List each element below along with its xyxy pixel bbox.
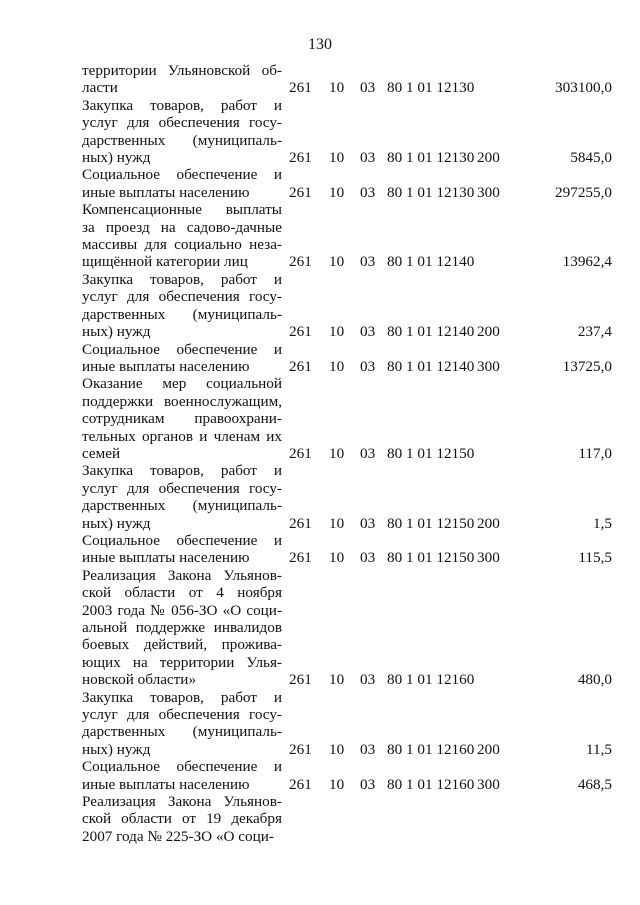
subsection-code: 03: [360, 357, 376, 375]
section-code: 10: [329, 79, 345, 97]
description-line: услуг для обеспечения госу-: [82, 479, 282, 497]
row-amount: 13962,4: [562, 253, 612, 271]
description-line: Компенсационные выплаты: [82, 201, 282, 219]
description-line: ных) нужд: [82, 514, 151, 532]
subsection-code: 03: [360, 775, 376, 793]
row-amount: 480,0: [577, 671, 612, 689]
admin-code: 261: [289, 79, 312, 97]
section-code: 10: [329, 444, 345, 462]
table-row: [82, 201, 622, 271]
article-code: 80 1 01 12150: [387, 549, 475, 567]
subsection-code: 03: [360, 253, 376, 271]
expense-type-code: 300: [477, 183, 500, 201]
article-code: 80 1 01 12130: [387, 79, 475, 97]
description-line: массивы для социально неза-: [82, 236, 282, 254]
description-line: иные выплаты населению: [82, 183, 250, 201]
row-amount: 303100,0: [555, 79, 612, 97]
section-code: 10: [329, 149, 345, 167]
description-line: 2007 года № 225-ЗО «О соци-: [82, 827, 274, 845]
admin-code: 261: [289, 253, 312, 271]
row-amount: 5845,0: [570, 149, 612, 167]
admin-code: 261: [289, 671, 312, 689]
description-line: поддержки военнослужащим,: [82, 392, 282, 410]
description-line: Закупка товаров, работ и: [82, 270, 282, 288]
section-code: 10: [329, 323, 345, 341]
expense-type-code: 300: [477, 549, 500, 567]
row-amount: 117,0: [578, 444, 612, 462]
subsection-code: 03: [360, 183, 376, 201]
table-row: [82, 341, 622, 376]
description-line: новской области»: [82, 671, 197, 689]
section-code: 10: [329, 740, 345, 758]
table-row: [82, 689, 622, 759]
admin-code: 261: [289, 444, 312, 462]
row-amount: 468,5: [577, 775, 612, 793]
description-line: тельных органов и членам их: [82, 427, 282, 445]
article-code: 80 1 01 12140: [387, 323, 475, 341]
row-description: [82, 341, 282, 376]
row-amount: 237,4: [577, 323, 612, 341]
description-line: ных) нужд: [82, 740, 151, 758]
description-line: услуг для обеспечения госу-: [82, 114, 282, 132]
expense-type-code: 300: [477, 357, 500, 375]
admin-code: 261: [289, 740, 312, 758]
description-line: Закупка товаров, работ и: [82, 462, 282, 480]
description-line: Закупка товаров, работ и: [82, 96, 282, 114]
table-row: [82, 793, 622, 845]
article-code: 80 1 01 12140: [387, 253, 475, 271]
description-line: ской области от 4 ноября: [82, 584, 282, 602]
table-row: [82, 271, 622, 341]
description-line: ющих на территории Улья-: [82, 653, 282, 671]
budget-table: [82, 62, 622, 845]
row-description: [82, 532, 282, 567]
page-number: 130: [308, 36, 332, 53]
row-description: [82, 567, 282, 689]
subsection-code: 03: [360, 79, 376, 97]
description-line: ных) нужд: [82, 149, 151, 167]
row-description: [82, 271, 282, 341]
admin-code: 261: [289, 514, 312, 532]
section-code: 10: [329, 514, 345, 532]
description-line: иные выплаты населению: [82, 549, 250, 567]
description-line: дарственных (муниципаль-: [82, 131, 282, 149]
row-description: [82, 689, 282, 759]
description-line: территории Ульяновской об-: [82, 62, 282, 79]
row-description: [82, 793, 282, 845]
article-code: 80 1 01 12160: [387, 775, 475, 793]
table-row: [82, 62, 622, 97]
section-code: 10: [329, 183, 345, 201]
row-amount: 11,5: [585, 740, 612, 758]
description-line: иные выплаты населению: [82, 357, 250, 375]
description-line: сотрудникам правоохрани-: [82, 410, 282, 428]
admin-code: 261: [289, 149, 312, 167]
description-line: Оказание мер социальной: [82, 375, 282, 393]
expense-type-code: 300: [477, 775, 500, 793]
admin-code: 261: [289, 549, 312, 567]
description-line: Социальное обеспечение и: [82, 166, 282, 184]
expense-type-code: 200: [477, 740, 500, 758]
description-line: семей: [82, 444, 121, 462]
row-description: [82, 462, 282, 532]
row-description: [82, 201, 282, 271]
section-code: 10: [329, 775, 345, 793]
row-amount: 297255,0: [555, 183, 612, 201]
table-row: [82, 375, 622, 462]
subsection-code: 03: [360, 149, 376, 167]
description-line: Реализация Закона Ульянов-: [82, 793, 282, 811]
table-row: [82, 532, 622, 567]
table-row: [82, 97, 622, 167]
admin-code: 261: [289, 357, 312, 375]
subsection-code: 03: [360, 740, 376, 758]
article-code: 80 1 01 12160: [387, 740, 475, 758]
description-line: Закупка товаров, работ и: [82, 688, 282, 706]
table-row: [82, 758, 622, 793]
expense-type-code: 200: [477, 514, 500, 532]
subsection-code: 03: [360, 323, 376, 341]
row-amount: 13725,0: [562, 357, 612, 375]
admin-code: 261: [289, 323, 312, 341]
description-line: Социальное обеспечение и: [82, 340, 282, 358]
section-code: 10: [329, 671, 345, 689]
description-line: ской области от 19 декабря: [82, 810, 282, 828]
table-row: [82, 166, 622, 201]
description-line: ных) нужд: [82, 323, 151, 341]
subsection-code: 03: [360, 514, 376, 532]
article-code: 80 1 01 12140: [387, 357, 475, 375]
section-code: 10: [329, 253, 345, 271]
article-code: 80 1 01 12150: [387, 514, 475, 532]
description-line: боевых действий, прожива-: [82, 636, 282, 654]
description-line: дарственных (муниципаль-: [82, 723, 282, 741]
table-row: [82, 567, 622, 689]
article-code: 80 1 01 12130: [387, 149, 475, 167]
article-code: 80 1 01 12130: [387, 183, 475, 201]
admin-code: 261: [289, 775, 312, 793]
article-code: 80 1 01 12150: [387, 444, 475, 462]
row-description: [82, 758, 282, 793]
row-description: [82, 62, 282, 97]
description-line: альной поддержке инвалидов: [82, 619, 282, 636]
description-line: услуг для обеспечения госу-: [82, 706, 282, 724]
description-line: дарственных (муниципаль-: [82, 497, 282, 515]
description-line: Социальное обеспечение и: [82, 758, 282, 776]
expense-type-code: 200: [477, 149, 500, 167]
description-line: Реализация Закона Ульянов-: [82, 566, 282, 584]
description-line: 2003 года № 056-ЗО «О соци-: [82, 601, 282, 619]
row-amount: 1,5: [593, 514, 612, 532]
admin-code: 261: [289, 183, 312, 201]
subsection-code: 03: [360, 549, 376, 567]
section-code: 10: [329, 357, 345, 375]
section-code: 10: [329, 549, 345, 567]
subsection-code: 03: [360, 671, 376, 689]
description-line: иные выплаты населению: [82, 775, 250, 793]
description-line: ласти: [82, 79, 118, 97]
row-description: [82, 375, 282, 462]
description-line: дарственных (муниципаль-: [82, 305, 282, 323]
row-description: [82, 166, 282, 201]
article-code: 80 1 01 12160: [387, 671, 475, 689]
row-amount: 115,5: [578, 549, 612, 567]
description-line: за проезд на садово-дачные: [82, 218, 282, 236]
row-description: [82, 97, 282, 167]
table-row: [82, 462, 622, 532]
description-line: услуг для обеспечения госу-: [82, 288, 282, 306]
description-line: щищённой категории лиц: [82, 253, 248, 271]
subsection-code: 03: [360, 444, 376, 462]
expense-type-code: 200: [477, 323, 500, 341]
description-line: Социальное обеспечение и: [82, 531, 282, 549]
